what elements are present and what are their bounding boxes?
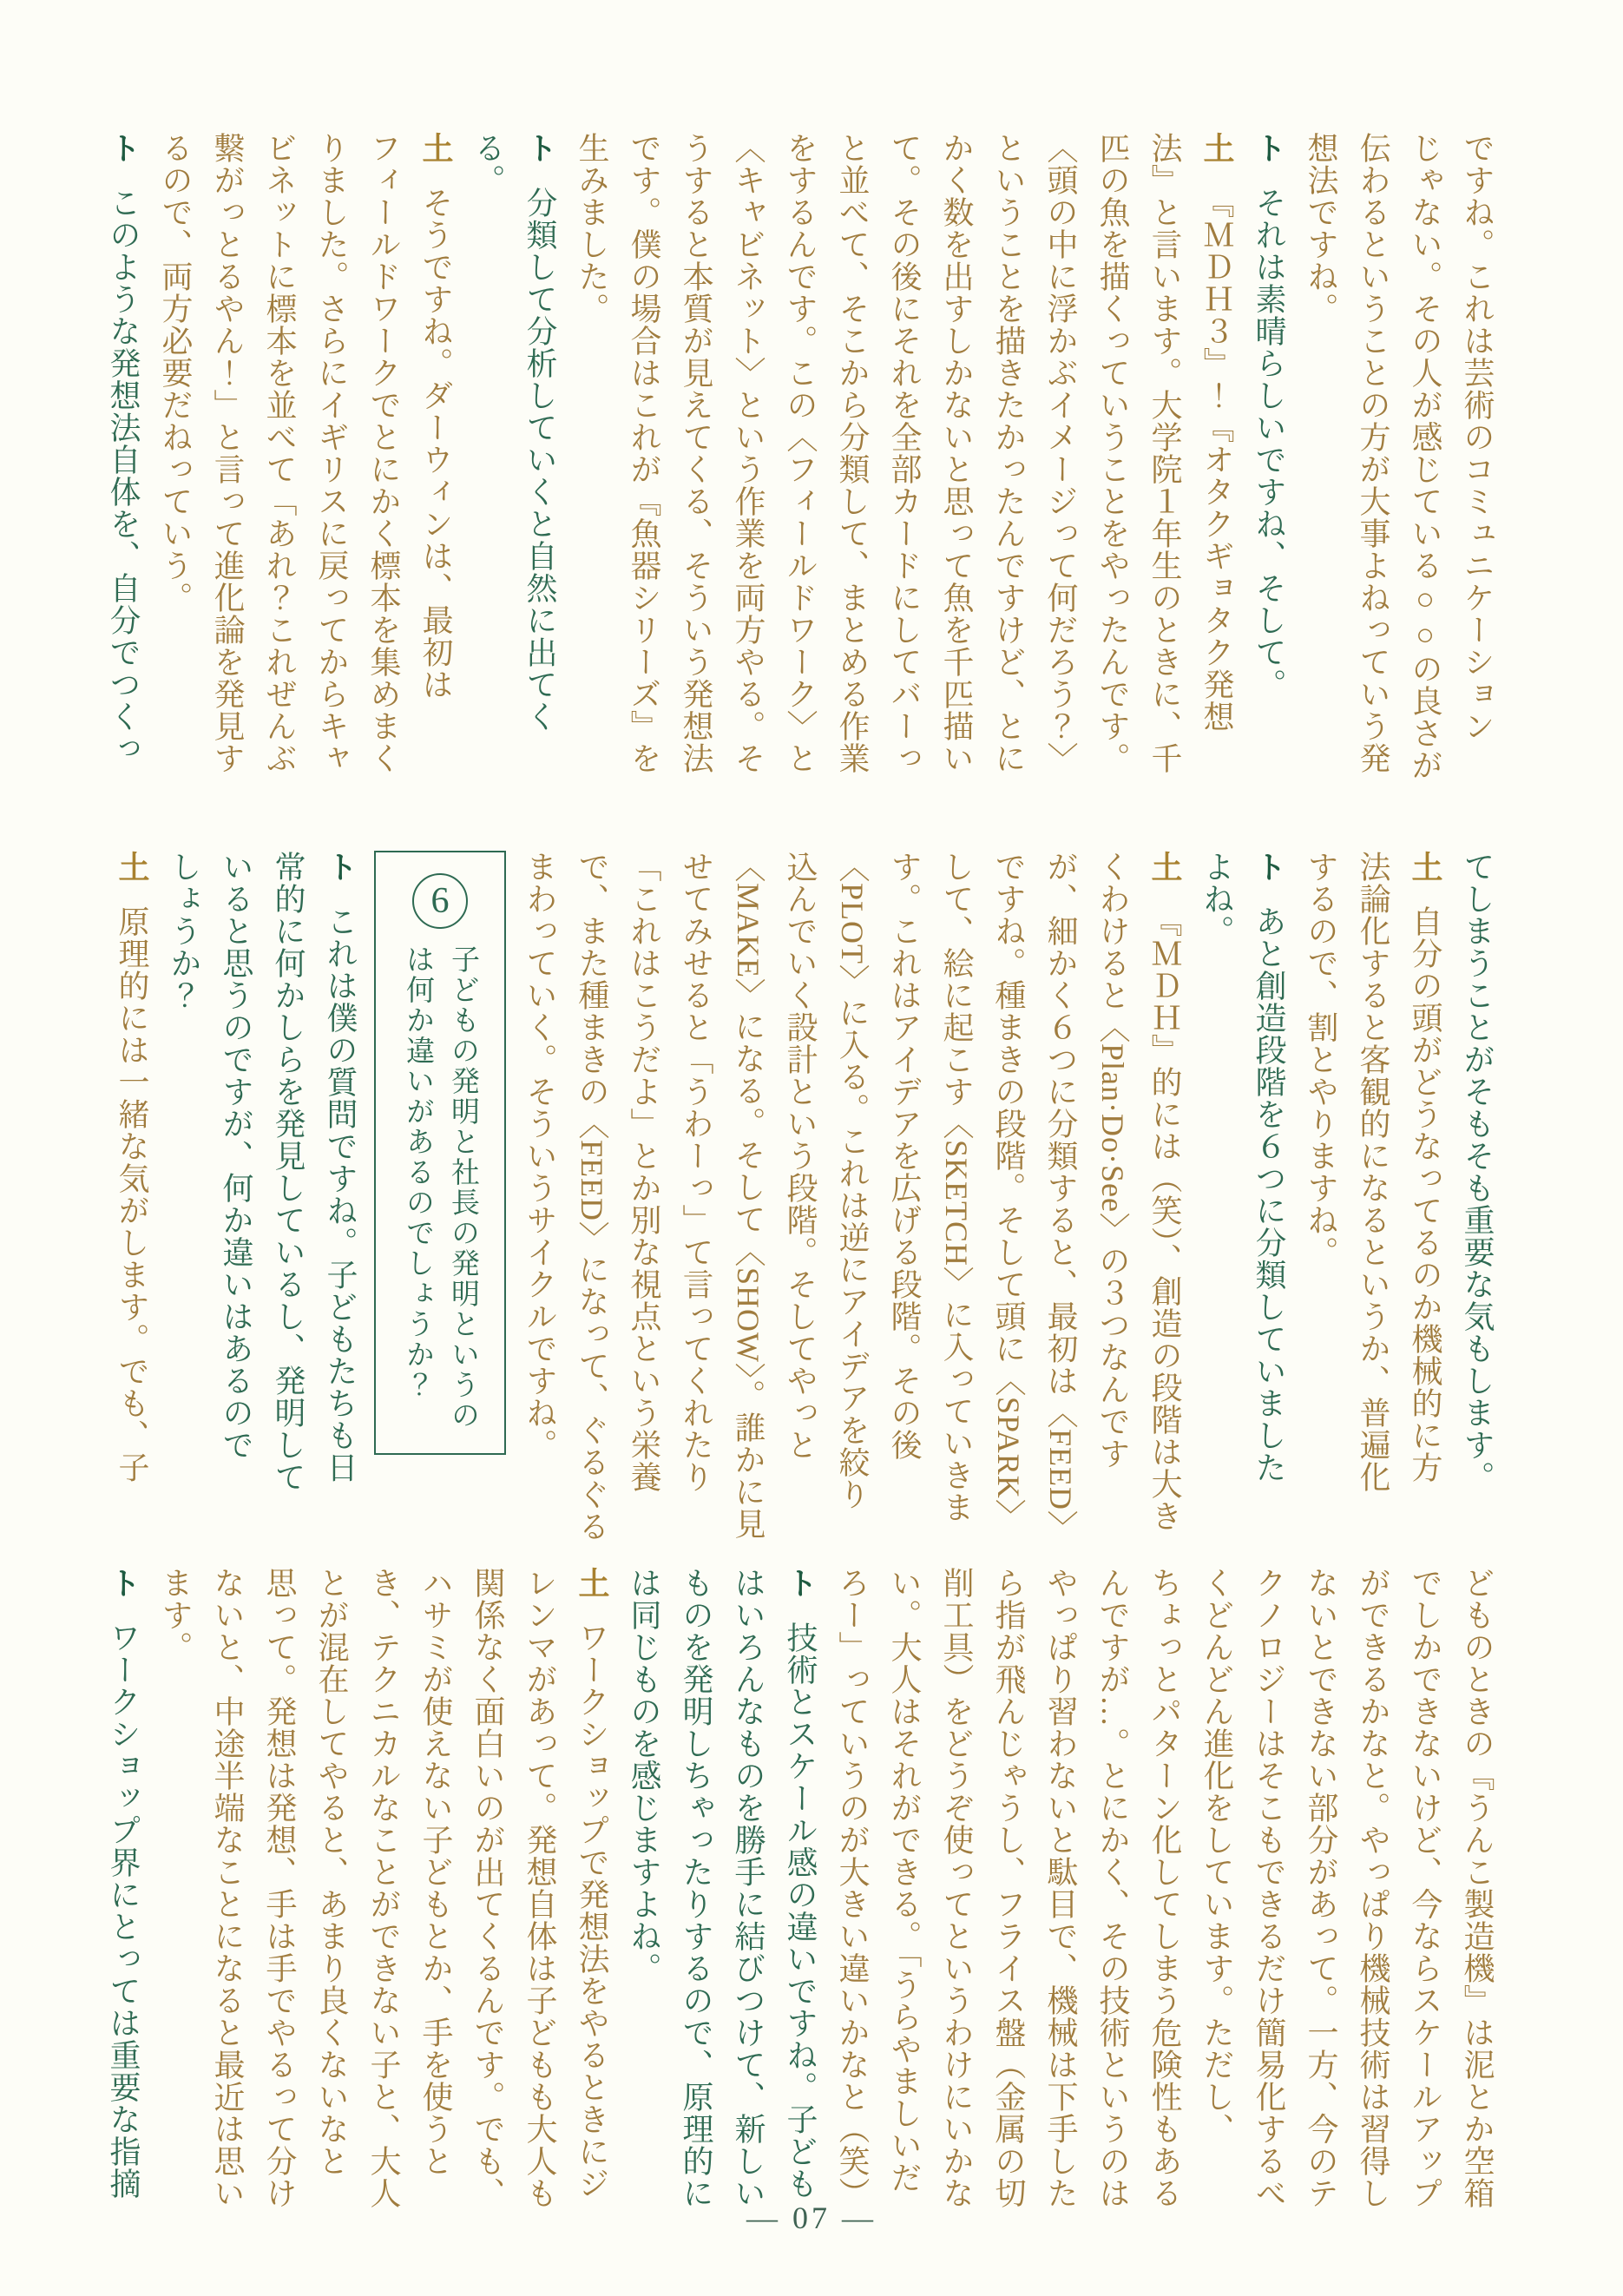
text-column — [618, 1567, 670, 2209]
text-column-content: 込んでいく設計という段階。そしてやっと — [783, 851, 818, 1461]
text-column-content: くわけると〈Plan·Do·See〉の３つなんです — [1095, 851, 1130, 1470]
text-column-content: せてみせると「うわーっ」て言ってくれたり — [679, 851, 713, 1493]
text-column-content: ハサミが使えない子どもとか、手を使うと — [418, 1567, 453, 2177]
text-column — [462, 132, 514, 781]
text-column — [306, 132, 358, 781]
text-column — [97, 1567, 149, 2209]
text-column — [1087, 132, 1139, 781]
text-column-content: る。 — [470, 132, 505, 196]
text-column — [210, 851, 262, 1543]
text-column — [878, 1567, 930, 2209]
text-column-content: 伝わるということの方が大事よねっていう発 — [1356, 132, 1390, 774]
speaker-label: 土 — [575, 1567, 610, 1599]
text-column — [982, 851, 1035, 1543]
text-column-content: す。これはアイデアを広げる段階。その後 — [887, 851, 922, 1461]
text-column-content: 『ＭＤＨ』的には（笑）、創造の段階は大き — [1147, 905, 1182, 1532]
text-column-content: で、また種まきの〈FEED〉になって、ぐるぐる — [575, 851, 609, 1543]
text-column — [253, 1567, 306, 2209]
text-column-content: このような発想法自体を、自分でつくっ — [106, 187, 141, 765]
text-column-content: てしまうことがそもそも重要な気もします。 — [1460, 851, 1495, 1493]
text-column-content: 原理的には一緒な気がします。でも、子 — [115, 905, 149, 1484]
text-column-content: そうですね。ダーウィンは、最初は — [418, 187, 453, 701]
text-column-content: 匹の魚を描くっていうことをやったんです。 — [1095, 132, 1130, 774]
text-column — [1295, 1567, 1347, 2209]
text-column-content: んですが…。とにかく、その技術というのは — [1095, 1567, 1130, 2209]
text-column — [514, 132, 566, 781]
question-lines — [395, 944, 485, 1431]
text-column — [774, 851, 826, 1543]
text-column — [514, 1567, 566, 2209]
text-column — [1451, 1567, 1503, 2209]
text-column-content: どものときの『うんこ製造機』は泥とか空箱 — [1460, 1567, 1495, 2209]
text-column-content: かく数を出すしかないと思って魚を千匹描い — [939, 132, 974, 774]
text-column-content: 「これはこうだよ」とか別な視点という栄養 — [627, 851, 661, 1493]
text-column — [97, 132, 149, 781]
text-column — [514, 851, 566, 1543]
text-column-content: いると思うのですが、何か違いはあるので — [219, 851, 253, 1461]
question-number: 6 — [430, 881, 450, 921]
text-column — [358, 1567, 410, 2209]
text-column-content: しょうか？ — [167, 851, 201, 1011]
text-column-content: 思って。発想は発想、手は手でやるって分け — [262, 1567, 297, 2209]
text-column — [106, 851, 158, 1543]
text-column — [149, 132, 201, 781]
text-column — [201, 1567, 253, 2209]
text-column-content: ろー」っていうのが大きい違いかなと（笑） — [835, 1567, 870, 2209]
text-column-content: ちょっとパターン化してしまう危険性もある — [1147, 1567, 1182, 2209]
speaker-label: ト — [1252, 132, 1287, 164]
text-column — [1087, 1567, 1139, 2209]
text-column — [1451, 851, 1503, 1543]
text-column — [262, 851, 314, 1543]
question-6-box — [374, 851, 506, 1455]
text-column-content: ですね。種まきの段階。そして頭に〈SPARK〉 — [991, 851, 1026, 1531]
text-column — [618, 851, 670, 1543]
text-column-content: をするんです。この〈フィールドワーク〉と — [783, 132, 818, 774]
text-column-content: クノロジーはそこもできるだけ簡易化するべ — [1252, 1567, 1286, 2209]
text-column-content: ワークショップ界にとっては重要な指摘 — [106, 1622, 141, 2200]
text-column — [314, 851, 366, 1543]
text-column — [774, 1567, 826, 2209]
text-band-top — [97, 132, 1503, 781]
text-column-content: やっぱり習わないと駄目で、機械は下手した — [1043, 1567, 1078, 2209]
text-column-content: 〈MAKE〉になる。そして〈SHOW〉。誰かに見 — [731, 851, 766, 1540]
text-column-content: ができるかなと。やっぱり機械技術は習得し — [1356, 1567, 1390, 2209]
text-column — [566, 132, 618, 781]
text-column-content: レンマがあって。発想自体は子どもも大人も — [522, 1567, 557, 2209]
text-column-content: て。その後にそれを全部カードにしてバーっ — [887, 132, 922, 774]
speaker-label: 土 — [115, 851, 150, 883]
text-column-content: りました。さらにイギリスに戻ってからキャ — [314, 132, 349, 774]
text-column-content: じゃない。その人が感じている○○の良さが — [1408, 132, 1442, 781]
text-column — [670, 132, 722, 781]
text-column — [826, 132, 878, 781]
text-column-content: 『ＭＤＨ３』！『オタクギョタク発想 — [1199, 187, 1234, 733]
text-column-content: ないと、中途半端なことになると最近は思い — [210, 1567, 245, 2209]
text-column — [1243, 132, 1295, 781]
text-column-content: 自分の頭がどうなってるのか機械的に方 — [1408, 905, 1442, 1484]
page-number: — 07 — — [746, 2201, 877, 2235]
text-column — [722, 1567, 774, 2209]
text-column — [930, 1567, 982, 2209]
text-column — [1191, 132, 1243, 781]
text-column — [1243, 851, 1295, 1543]
text-column — [358, 132, 410, 781]
text-column — [1399, 132, 1451, 781]
text-column — [878, 132, 930, 781]
text-column — [1399, 851, 1451, 1543]
text-column — [1295, 851, 1347, 1543]
text-column — [158, 851, 210, 1543]
text-column — [722, 132, 774, 781]
text-column — [1087, 851, 1139, 1543]
text-column-content: よね。 — [1199, 851, 1234, 947]
text-column — [774, 132, 826, 781]
text-column — [149, 1567, 201, 2209]
text-column-content: 法』と言います。大学院１年生のときに、千 — [1147, 132, 1182, 774]
text-column — [306, 1567, 358, 2209]
text-column-content: は同じものを感じますよね。 — [627, 1567, 661, 1984]
text-column-content: 関係なく面白いのが出てくるんです。でも、 — [470, 1567, 505, 2209]
text-column — [670, 1567, 722, 2209]
text-column — [1347, 851, 1399, 1543]
text-column-content: あと創造段階を６つに分類していました — [1252, 905, 1286, 1484]
text-column-content: それは素晴らしいですね、そして。 — [1252, 187, 1286, 701]
text-column-content: するので、割とやりますね。 — [1304, 851, 1338, 1268]
text-column-content: ないとできない部分があって。一方、今のテ — [1304, 1567, 1338, 2209]
text-column-content: とが混在してやると、あまり良くないなと — [314, 1567, 349, 2177]
text-column-content: 〈PLOT〉に入る。これは逆にアイデアを絞り — [835, 851, 870, 1510]
text-column — [1347, 1567, 1399, 2209]
text-column-content: き、テクニカルなことができない子と、大人 — [366, 1567, 401, 2209]
text-column — [1191, 1567, 1243, 2209]
text-column — [982, 132, 1035, 781]
text-column — [1451, 132, 1503, 781]
text-column-content: です。僕の場合はこれが『魚器シリーズ』を — [627, 132, 661, 774]
text-column — [1295, 132, 1347, 781]
text-column — [930, 132, 982, 781]
speaker-label: 土 — [1199, 132, 1235, 164]
question-number-badge — [412, 873, 468, 929]
speaker-label: 土 — [418, 132, 454, 164]
question-line: は何か違いがあるのでしょうか？ — [402, 944, 433, 1400]
text-column-content: くどんどん進化をしています。ただし、 — [1199, 1567, 1234, 2145]
text-column-content: い。大人はそれができる。「うらやましいだ — [887, 1567, 922, 2194]
speaker-label: ト — [1252, 851, 1287, 883]
text-column-content: ビネットに標本を並べて「あれ？これぜんぶ — [262, 132, 297, 774]
text-column — [201, 132, 253, 781]
text-column — [1139, 132, 1191, 781]
text-column — [1035, 132, 1087, 781]
text-column — [982, 1567, 1035, 2209]
text-column-content: フィールドワークでとにかく標本を集めまく — [366, 132, 401, 774]
text-column-content: 繋がっとるやん！」と言って進化論を発見す — [210, 132, 245, 774]
text-column-content: 法論化すると客観的になるというか、普遍化 — [1356, 851, 1390, 1493]
text-column — [566, 851, 618, 1543]
text-column-content: と並べて、そこから分類して、まとめる作業 — [835, 132, 870, 774]
text-column-content: ら指が飛んじゃうし、フライス盤（金属の切 — [991, 1567, 1026, 2209]
text-column — [1191, 851, 1243, 1543]
text-band-middle — [106, 851, 1503, 1543]
text-column-content: はいろんなものを勝手に結びつけて、新しい — [731, 1567, 766, 2209]
text-column-content: 生みました。 — [575, 132, 609, 325]
speaker-label: ト — [106, 1567, 141, 1599]
text-column — [722, 851, 774, 1543]
text-column — [566, 1567, 618, 2209]
text-column-content: して、絵に起こす〈SKETCH〉に入っていきま — [939, 851, 974, 1524]
text-column-content: ものを発明しちゃったりするので、原理的に — [679, 1567, 713, 2209]
text-column-content: 分類して分析していくと自然に出てく — [522, 187, 557, 733]
text-column-content: うすると本質が見えてくる、そういう発想法 — [679, 132, 713, 774]
text-column — [930, 851, 982, 1543]
text-column — [618, 132, 670, 781]
text-column — [878, 851, 930, 1543]
speaker-label: ト — [106, 132, 141, 164]
text-column — [1139, 1567, 1191, 2209]
text-column — [826, 851, 878, 1543]
text-column — [1243, 1567, 1295, 2209]
text-column — [253, 132, 306, 781]
text-column — [410, 132, 462, 781]
text-column — [462, 1567, 514, 2209]
text-column-content: ということを描きたかったんですけど、とに — [991, 132, 1026, 774]
text-column-content: これは僕の質問ですね。子どもたちも日 — [323, 905, 358, 1484]
text-column-content: が、細かく６つに分類すると、最初は〈FEED〉 — [1043, 851, 1078, 1543]
speaker-label: ト — [522, 132, 558, 164]
text-column-content: ですね。これは芸術のコミュニケーション — [1460, 132, 1495, 742]
speaker-label: 土 — [1147, 851, 1183, 883]
text-column — [1139, 851, 1191, 1543]
text-column-content: 〈キャビネット〉という作業を両方やる。そ — [731, 132, 766, 774]
text-column — [1399, 1567, 1451, 2209]
text-column-content: まわっていく。そういうサイクルですね。 — [522, 851, 557, 1461]
text-column-content: 技術とスケール感の違いですね。子ども — [783, 1622, 818, 2200]
text-column-content: でしかできないけど、今ならスケールアップ — [1408, 1567, 1442, 2209]
text-column — [1347, 132, 1399, 781]
text-column-content: 〈頭の中に浮かぶイメージって何だろう？〉 — [1043, 132, 1078, 774]
text-column-content: るので、両方必要だねっていう。 — [158, 132, 193, 614]
text-column — [1035, 851, 1087, 1543]
text-column — [670, 851, 722, 1543]
text-column-content: ます。 — [158, 1567, 193, 1663]
text-column — [410, 1567, 462, 2209]
text-column-content: 削工具）をどうぞ使ってというわけにいかな — [939, 1567, 974, 2209]
text-column — [1035, 1567, 1087, 2209]
text-column-content: 想法ですね。 — [1304, 132, 1338, 325]
speaker-label: ト — [323, 851, 358, 883]
speaker-label: 土 — [1408, 851, 1443, 883]
question-line: 子どもの発明と社長の発明というの — [447, 944, 478, 1431]
text-column — [826, 1567, 878, 2209]
text-band-bottom — [97, 1567, 1503, 2209]
text-column-content: 常的に何かしらを発見しているし、発明して — [271, 851, 306, 1493]
speaker-label: ト — [783, 1567, 818, 1599]
text-column-content: ワークショップで発想法をやるときにジ — [575, 1622, 609, 2200]
